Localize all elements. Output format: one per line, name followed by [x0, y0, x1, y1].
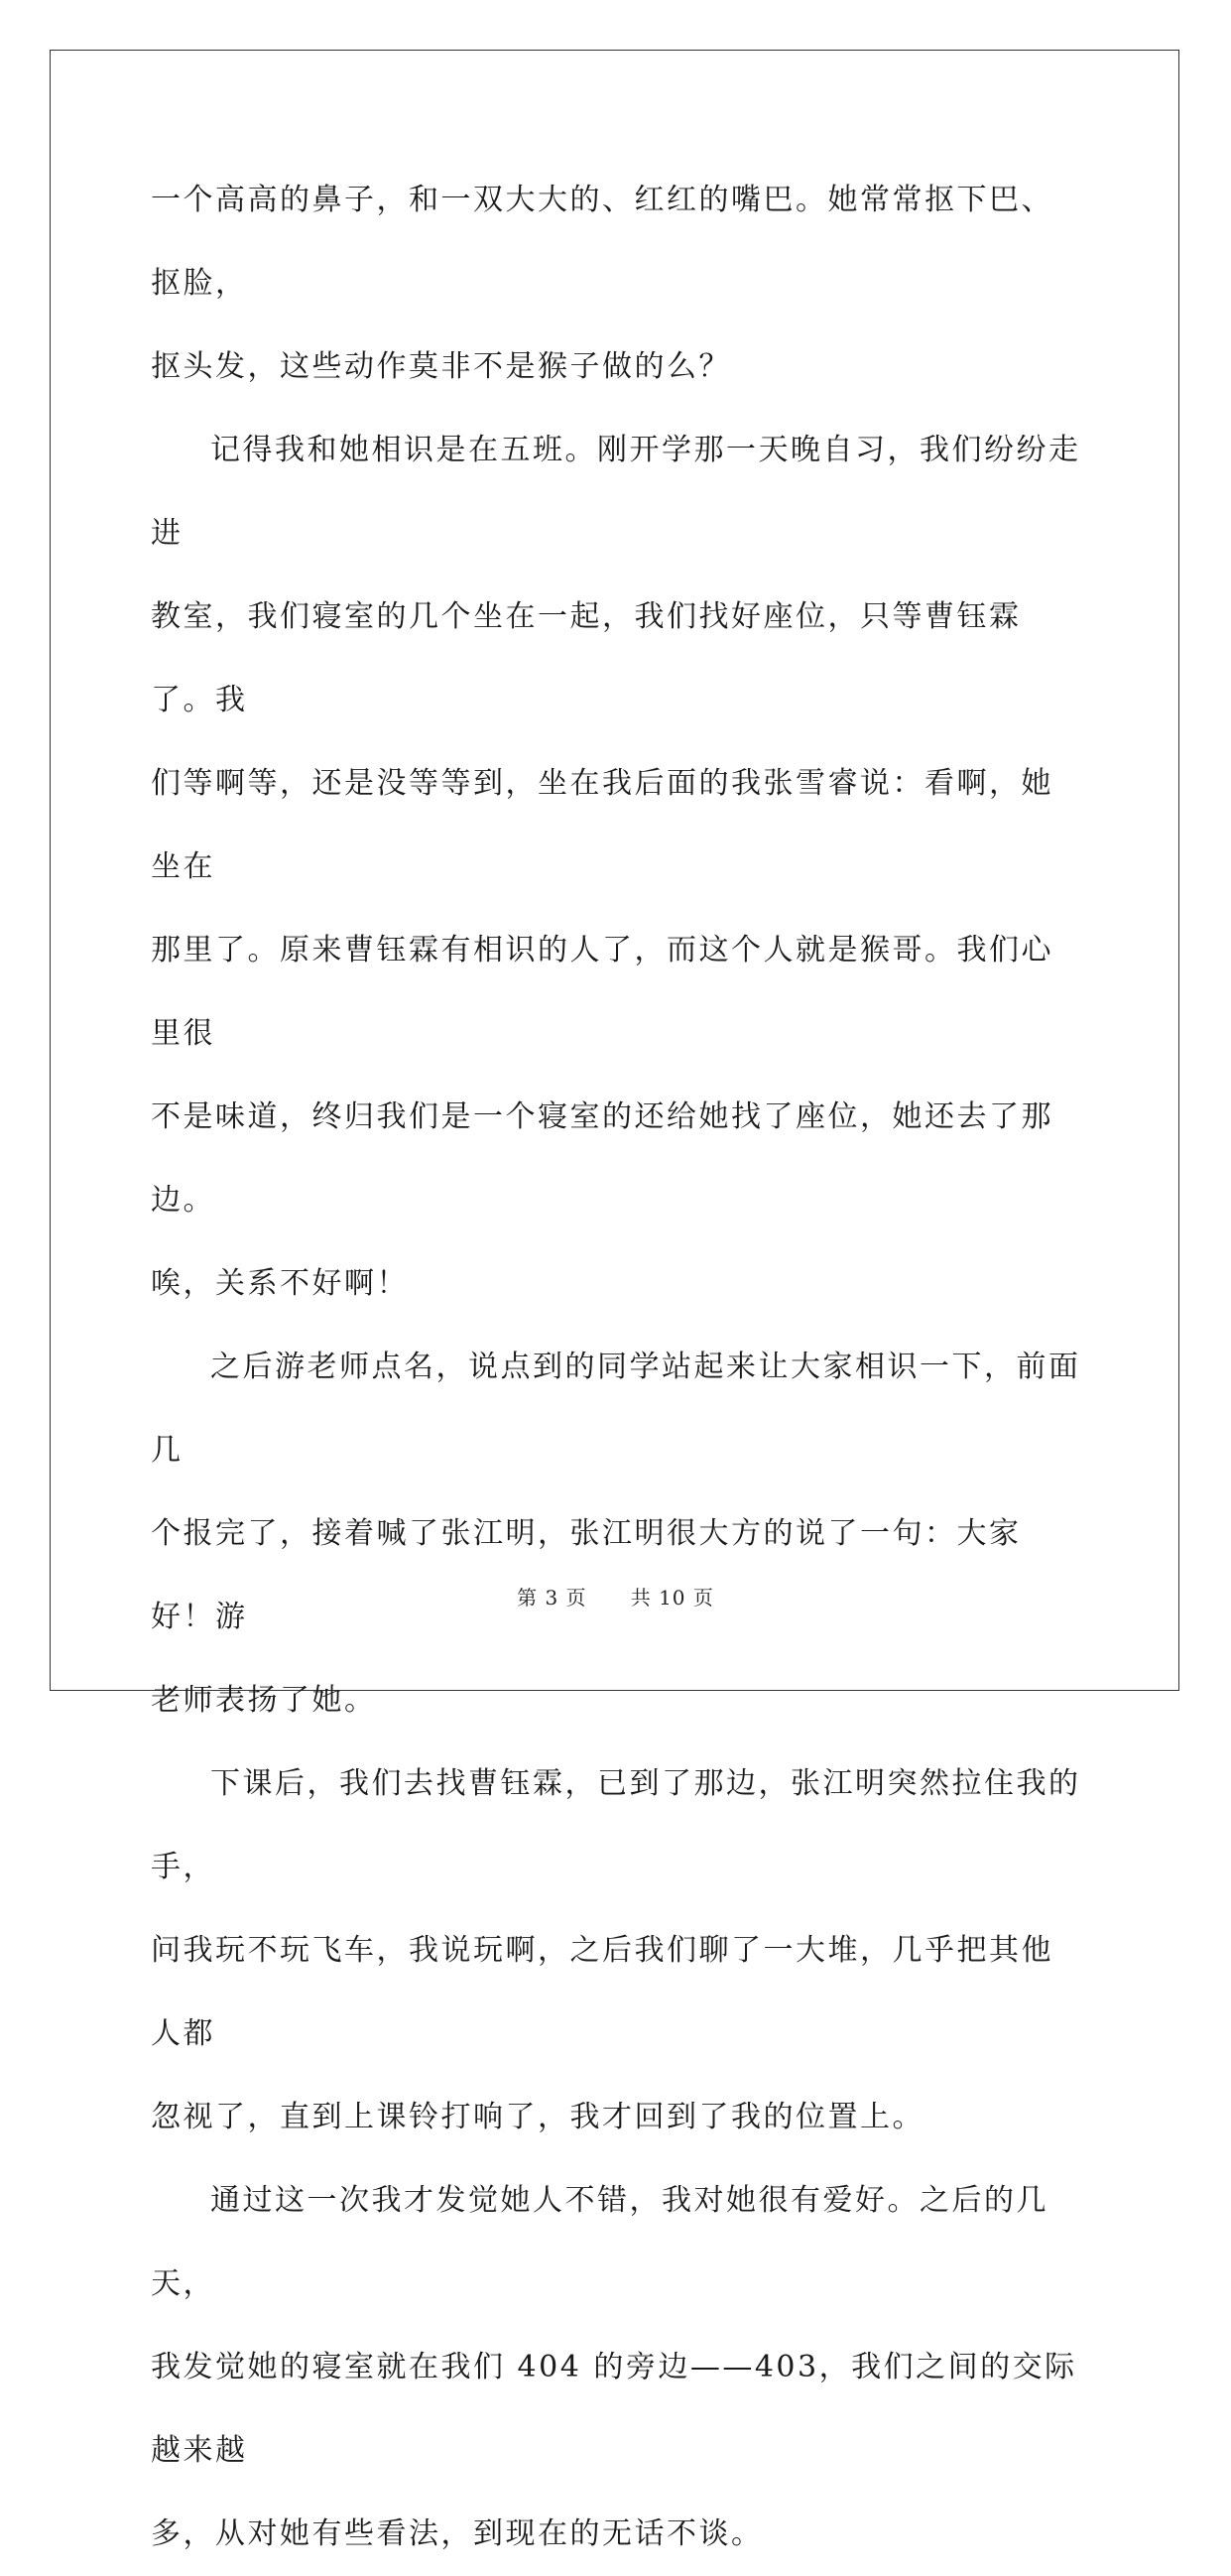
page-number: 第 3 页	[517, 1586, 587, 1610]
paragraph-2: 记得我和她相识是在五班。刚开学那一天晚自习，我们纷纷走进 教室，我们寝室的几个坐在一起，我们找好座位，只等曹钰霖了。我 们等啊等，还是没等等到，坐在我后面的我张雪睿说：看啊，她坐在 那里了。原来曹钰霖有相识的人了，而这个人就是猴哥。我们心里很 不是味道，终归我们是一个寝室的还给她找了座位，她还去了那边。 唉，关系不好啊！	[151, 433, 1081, 1301]
document-body	[151, 159, 1083, 2576]
page-footer	[0, 1582, 1231, 1610]
page-total: 共 10 页	[630, 1586, 714, 1610]
paragraph-4: 下课后，我们去找曹钰霖，已到了那边，张江明突然拉住我的手， 问我玩不玩飞车，我说玩啊，之后我们聊了一大堆，几乎把其他人都 忽视了，直到上课铃打响了，我才回到了我的位置上。	[151, 1766, 1081, 2134]
footer-spacer	[594, 1586, 623, 1610]
paragraph-3: 之后游老师点名，说点到的同学站起来让大家相识一下，前面几 个报完了，接着喊了张江明，张江明很大方的说了一句：大家好！游 老师表扬了她。	[151, 1350, 1081, 1718]
paragraph-5: 通过这一次我才发觉她人不错，我对她很有爱好。之后的几天， 我发觉她的寝室就在我们 404 的旁边——403，我们之间的交际越来越 多，从对她有些看法，到现在的无话不谈。	[151, 2183, 1077, 2551]
paragraph-1: 一个高高的鼻子，和一双大大的、红红的嘴巴。她常常抠下巴、抠脸， 抠头发，这些动作莫非不是猴子做的么？	[151, 183, 1053, 384]
